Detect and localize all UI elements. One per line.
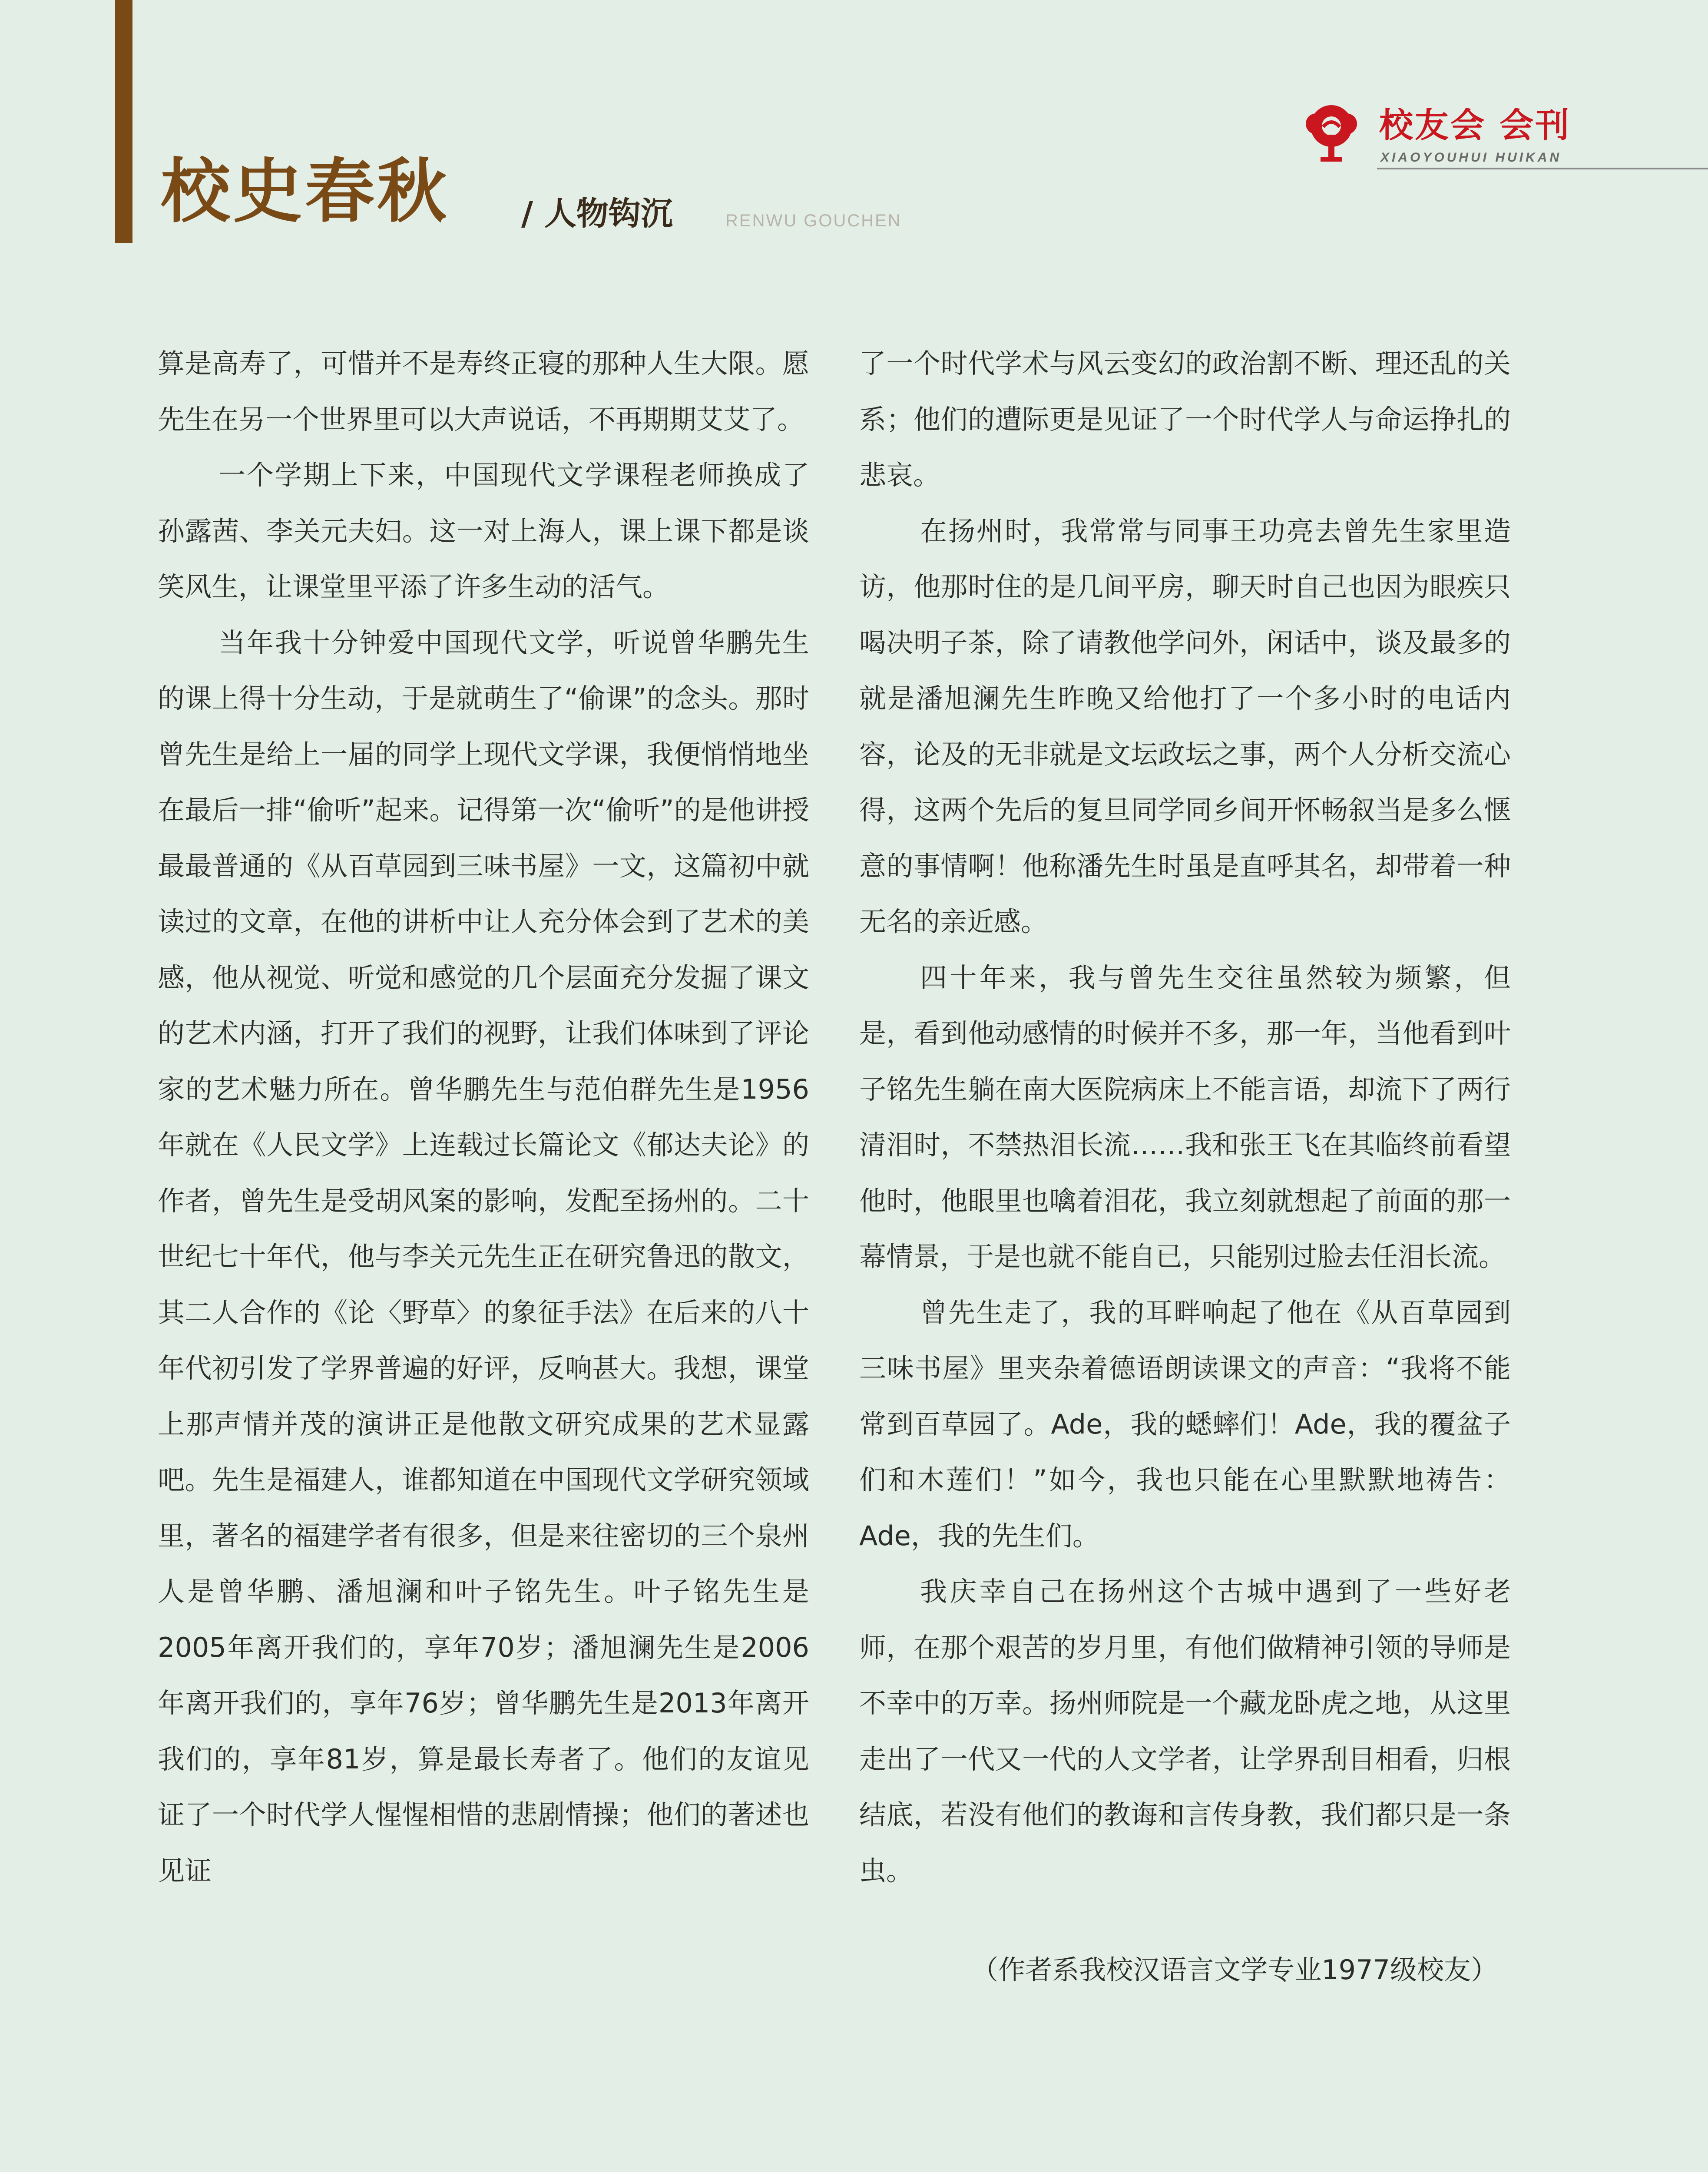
alumni-association-logo-icon [1299,100,1364,165]
header-accent-bar [115,0,132,243]
author-note: （作者系我校汉语言文学专业1977级校友） [971,1954,1498,1986]
column-subtitle: / 人物钩沉 [521,195,673,232]
paragraph: 算是高寿了，可惜并不是寿终正寝的那种人生大限。愿先生在另一个世界里可以大声说话，不再期期艾艾了。 [158,348,809,435]
article-right-column [859,336,1511,1998]
column-subtitle-pinyin: RENWU GOUCHEN [725,211,902,230]
paragraph: 了一个时代学术与风云变幻的政治割不断、理还乱的关系；他们的遭际更是见证了一个时代学人与命运挣扎的悲哀。 [859,348,1511,491]
article-left-column [158,336,809,1899]
paragraph: 四十年来，我与曾先生交往虽然较为频繁，但是，看到他动感情的时候并不多，那一年，当他看到叶子铭先生躺在南大医院病床上不能言语，却流下了两行清泪时，不禁热泪长流……我和张王飞在其临终前看望他时，他眼里也噙着泪花，我立刻就想起了前面的那一幕情景，于是也就不能自已，只能别过脸去任泪长流。 [859,961,1511,1272]
paragraph: 曾先生走了，我的耳畔响起了他在《从百草园到三味书屋》里夹杂着德语朗读课文的声音：“我将不能常到百草园了。Ade，我的蟋蟀们！Ade，我的覆盆子们和木莲们！”如今，我也只能在心里默默地祷告：Ade，我的先生们。 [859,1296,1511,1552]
paragraph: 我庆幸自己在扬州这个古城中遇到了一些好老师，在那个艰苦的岁月里，有他们做精神引领的导师是不幸中的万幸。扬州师院是一个藏龙卧虎之地，从这里走出了一代又一代的人文学者，让学界刮目相看，归根结底，若没有他们的教诲和言传身教，我们都只是一条虫。 [859,1576,1511,1887]
paragraph: 当年我十分钟爱中国现代文学，听说曾华鹏先生的课上得十分生动，于是就萌生了“偷课”的念头。那时曾先生是给上一届的同学上现代文学课，我便悄悄地坐在最后一排“偷听”起来。记得第一次“偷听”的是他讲授最最普通的《从百草园到三味书屋》一文，这篇初中就读过的文章，在他的讲析中让人充分体会到了艺术的美感，他从视觉、听觉和感觉的几个层面充分发掘了课文的艺术内涵，打开了我们的视野，让我们体味到了评论家的艺术魅力所在。曾华鹏先生与范伯群先生是1956年就在《人民文学》上连载过长篇论文《郁达夫论》的作者，曾先生是受胡风案的影响，发配至扬州的。二十世纪七十年代，他与李关元先生正在研究鲁迅的散文，其二人合作的《论〈野草〉的象征手法》在后来的八十年代初引发了学界普遍的好评，反响甚大。我想，课堂上那声情并茂的演讲正是他散文研究成果的艺术显露吧。先生是福建人，谁都知道在中国现代文学研究领域里，著名的福建学者有很多，但是来往密切的三个泉州人是曾华鹏、潘旭澜和叶子铭先生。叶子铭先生是2005年离开我们的，享年70岁；潘旭澜先生是2006年离开我们的，享年76岁；曾华鹏先生是2013年离开我们的，享年81岁，算是最长寿者了。他们的友谊见证了一个时代学人惺惺相惜的悲剧情操；他们的著述也见证 [158,626,809,1887]
magazine-name-pinyin: XIAOYOUHUI HUIKAN [1380,150,1562,165]
section-title: 校史春秋 [161,150,450,232]
magazine-name: 校友会 会刊 [1379,106,1571,145]
paragraph: 一个学期上下来，中国现代文学课程老师换成了孙露茜、李关元夫妇。这一对上海人，课上课下都是谈笑风生，让课堂里平添了许多生动的活气。 [158,459,809,603]
paragraph: 在扬州时，我常常与同事王功亮去曾先生家里造访，他那时住的是几间平房，聊天时自己也因为眼疾只喝决明子茶，除了请教他学问外，闲话中，谈及最多的就是潘旭澜先生昨晚又给他打了一个多小时的电话内容，论及的无非就是文坛政坛之事，两个人分析交流心得，这两个先后的复旦同学同乡间开怀畅叙当是多么惬意的事情啊！他称潘先生时虽是直呼其名，却带着一种无名的亲近感。 [859,515,1511,937]
header-rule [1377,168,1708,169]
